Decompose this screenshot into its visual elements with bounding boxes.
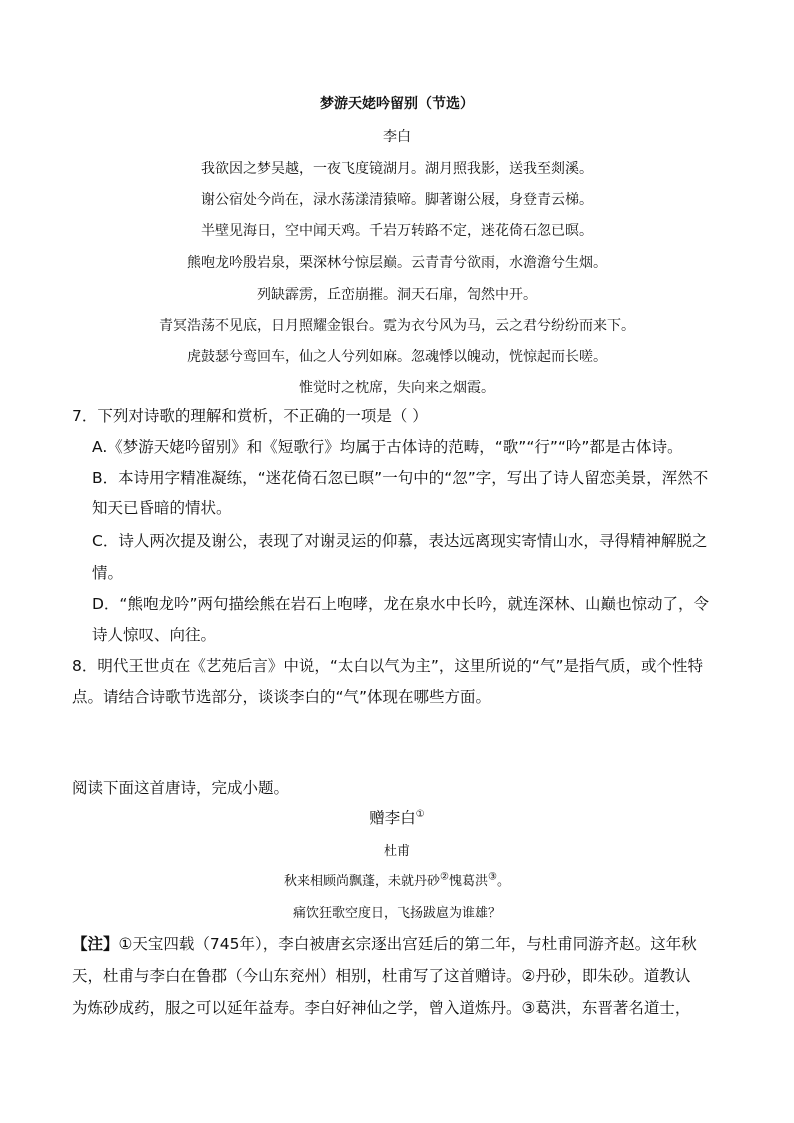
option-d: D．“熊咆龙吟”两句描绘熊在岩石上咆哮，龙在泉水中长吟，就连深林、山巅也惊动了，令 xyxy=(92,595,709,613)
poem-line: 虎鼓瑟兮鸾回车，仙之人兮列如麻。忽魂悸以魄动，恍惊起而长嗟。 xyxy=(187,349,607,365)
poem2-line1-text: 。 xyxy=(496,874,510,889)
poem-author: 李白 xyxy=(383,129,411,145)
question-7-stem: 7．下列对诗歌的理解和赏析，不正确的一项是（ ） xyxy=(72,407,428,425)
question-8-line1: 8．明代王世贞在《艺苑后言》中说，“太白以气为主”，这里所说的“气”是指气质，或个性特 xyxy=(72,657,703,675)
poem2-line1 xyxy=(0,870,794,889)
poem2-title: 赠李白 xyxy=(369,809,416,827)
footnote-mark: ③ xyxy=(488,871,497,883)
poem-line: 谢公宿处今尚在，渌水荡漾清猿啼。脚著谢公屐，身登青云梯。 xyxy=(201,192,593,208)
note-line3: 为炼砂成药，服之可以延年益寿。李白好神仙之学，曾入道炼丹。③葛洪，东晋著名道士， xyxy=(72,999,691,1017)
poem-line: 我欲因之梦吴越，一夜飞度镜湖月。湖月照我影，送我至剡溪。 xyxy=(201,161,593,177)
poem2-line2: 痛饮狂歌空度日，飞扬跋扈为谁雄？ xyxy=(292,906,501,921)
poem-line: 青冥浩荡不见底，日月照耀金银台。霓为衣兮风为马，云之君兮纷纷而来下。 xyxy=(159,318,635,334)
note-text: ①天宝四载（745年），李白被唐玄宗逐出宫廷后的第二年，与杜甫同游齐赵。这年秋 xyxy=(118,935,697,953)
note-line2: 天，杜甫与李白在鲁郡（今山东兖州）相别，杜甫写了这首赠诗。②丹砂，即朱砂。道教认 xyxy=(72,967,691,985)
poem-title: 梦游天姥吟留别（节选） xyxy=(320,96,474,112)
reading-intro: 阅读下面这首唐诗，完成小题。 xyxy=(72,779,290,797)
footnote-mark: ② xyxy=(440,871,449,883)
poem2-author: 杜甫 xyxy=(383,844,410,859)
poem-line: 熊咆龙吟殷岩泉，栗深林兮惊层巅。云青青兮欲雨，水澹澹兮生烟。 xyxy=(187,255,607,271)
note-line1 xyxy=(72,928,728,960)
option-a: A.《梦游天姥吟留别》和《短歌行》均属于古体诗的范畴，“歌”“行”“吟”都是古体诗。 xyxy=(92,438,683,456)
footnote-mark: ① xyxy=(415,808,425,820)
poem-line: 惟觉时之枕席，失向来之烟霞。 xyxy=(299,380,495,396)
poem-line: 半壁见海日，空中闻天鸡。千岩万转路不定，迷花倚石忽已暝。 xyxy=(201,223,593,239)
poem-line: 列缺霹雳，丘峦崩摧。洞天石扉，訇然中开。 xyxy=(257,287,537,303)
option-b: B．本诗用字精准凝练，“迷花倚石忽已暝”一句中的“忽”字，写出了诗人留恋美景，浑然不 xyxy=(92,469,709,487)
poem2-line1-text: 愧葛洪 xyxy=(448,874,488,889)
option-b-cont: 知天已昏暗的情状。 xyxy=(92,499,232,517)
option-d-cont: 诗人惊叹、向往。 xyxy=(92,626,217,644)
question-8-line2: 点。请结合诗歌节选部分，谈谈李白的“气”体现在哪些方面。 xyxy=(72,688,492,706)
option-c-cont: 情。 xyxy=(92,564,124,582)
poem2-title-line xyxy=(0,806,794,828)
option-c: C．诗人两次提及谢公，表现了对谢灵运的仰慕，表达远离现实寄情山水，寻得精神解脱之 xyxy=(92,532,708,550)
note-tag: 【注】 xyxy=(72,935,119,953)
poem2-line1-text: 秋来相顾尚飘蓬，未就丹砂 xyxy=(284,874,441,889)
